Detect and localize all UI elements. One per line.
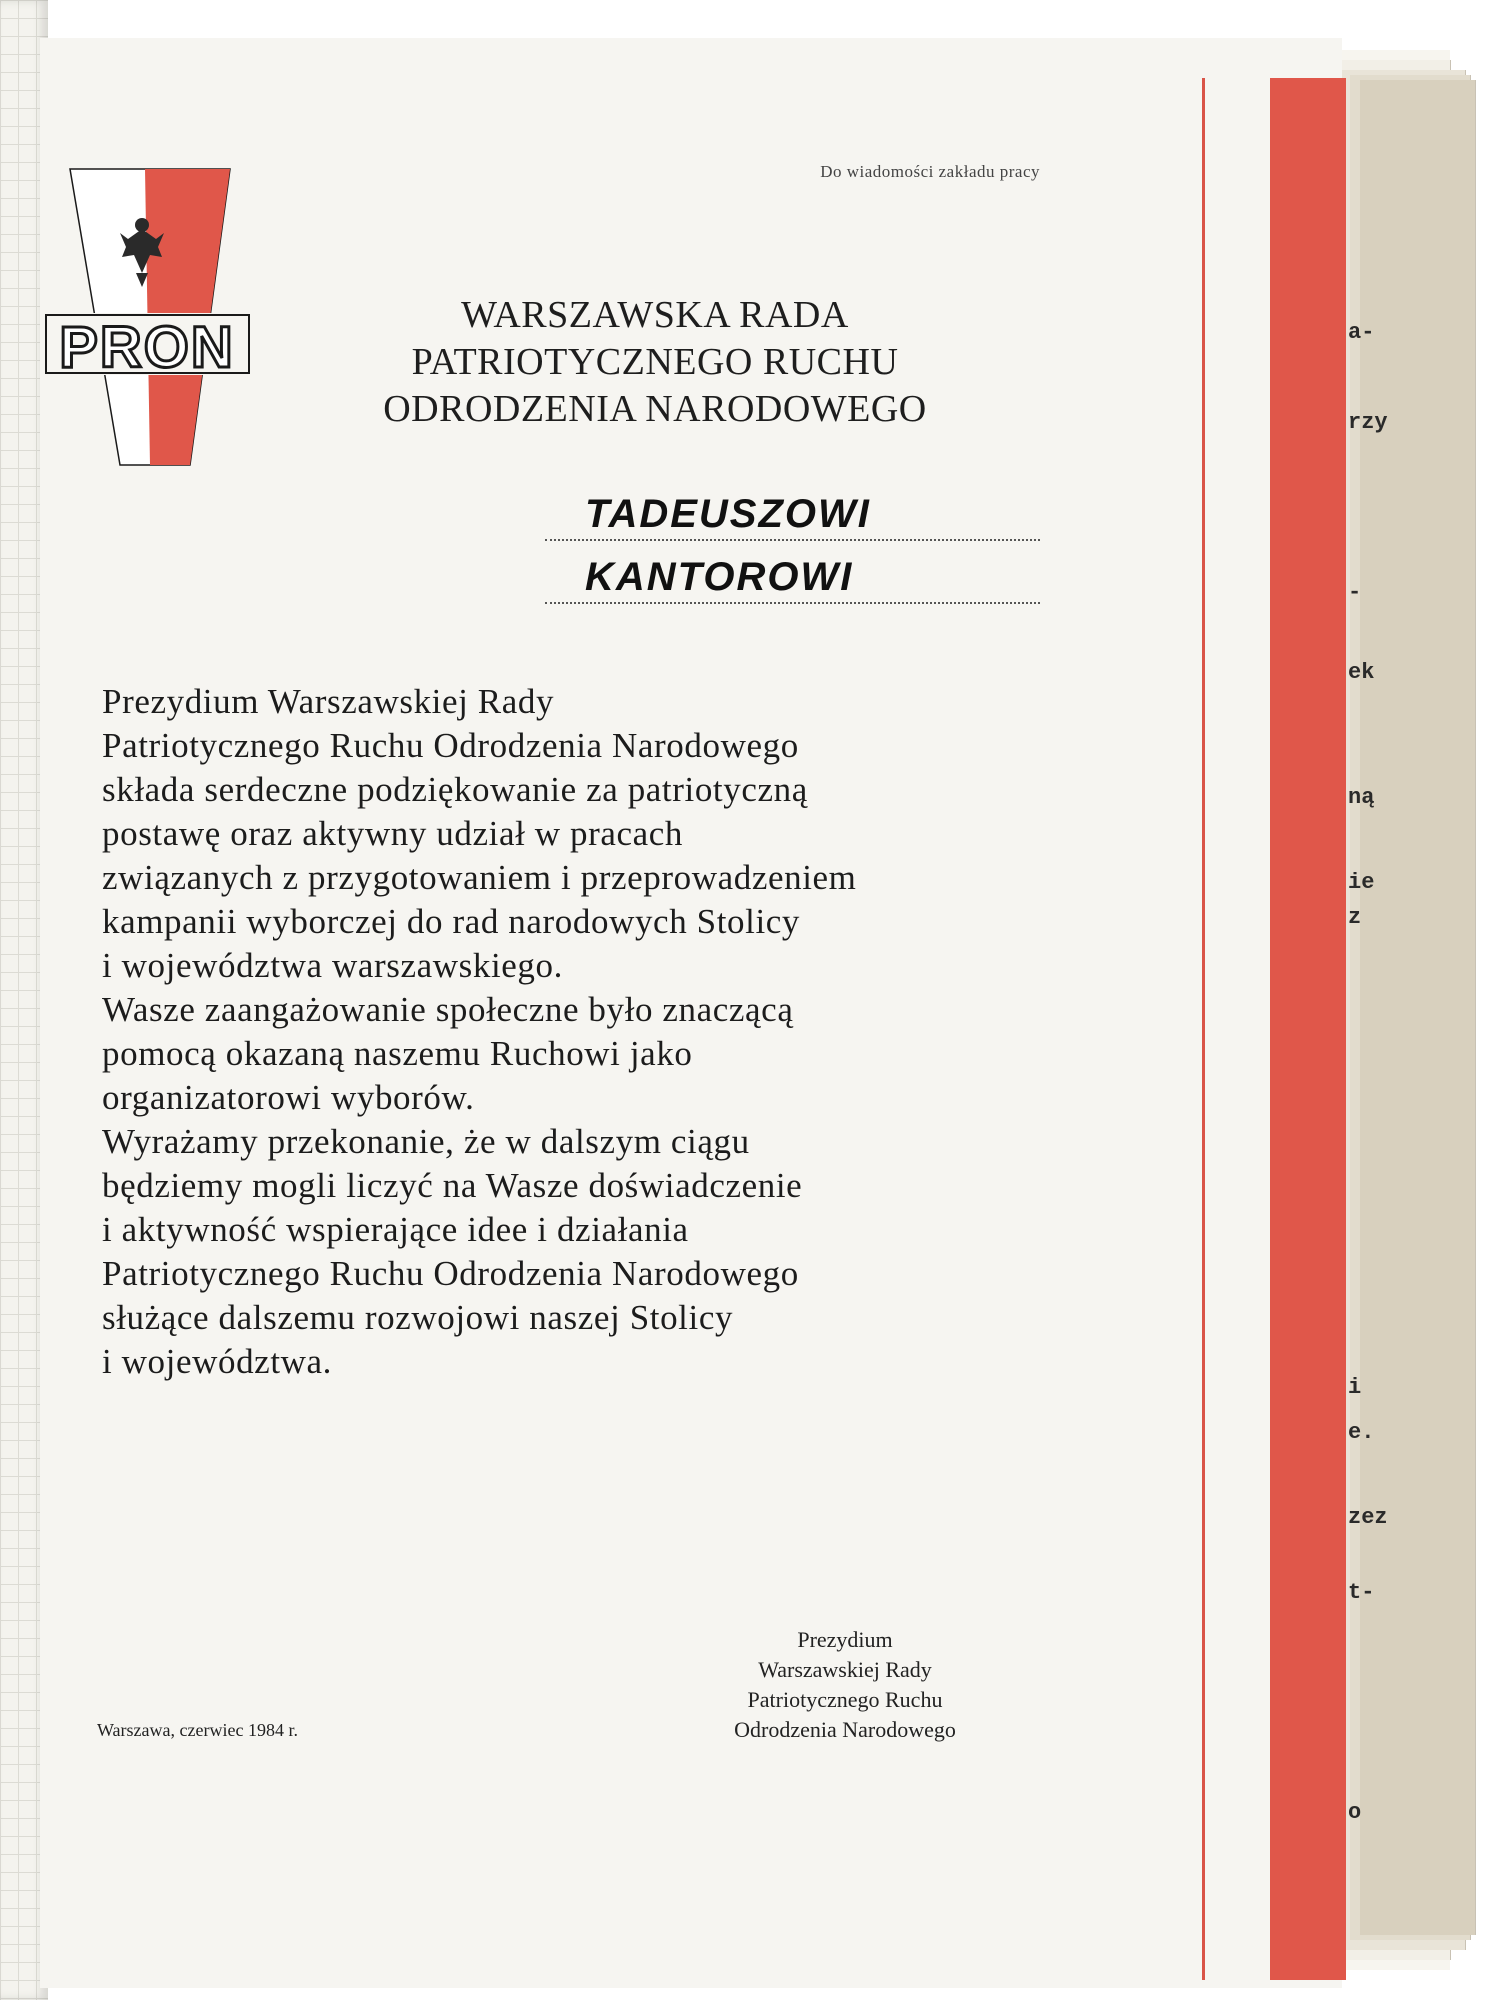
notice-line: Do wiadomości zakładu pracy xyxy=(820,162,1040,181)
signature-block xyxy=(670,1625,1020,1745)
body-line: Wasze zaangażowanie społeczne było znaczącą xyxy=(102,990,794,1029)
page-title xyxy=(280,292,1030,433)
pron-logo xyxy=(40,165,255,470)
underlying-text-fragment: ie xyxy=(1348,870,1375,895)
body-line: składa serdeczne podziękowanie za patriotyczną xyxy=(102,770,808,809)
body-line: Patriotycznego Ruchu Odrodzenia Narodowego xyxy=(102,726,799,765)
signature-line-2: Warszawskiej Rady xyxy=(758,1657,932,1682)
body-line: i województwa. xyxy=(102,1342,333,1381)
recipient-line-1 xyxy=(545,492,1040,541)
body-line: pomocą okazaną naszemu Ruchowi jako xyxy=(102,1034,693,1073)
place-and-date: Warszawa, czerwiec 1984 r. xyxy=(97,1720,298,1740)
logo-text: PRON xyxy=(59,315,235,380)
body-line: organizatorowi wyborów. xyxy=(102,1078,475,1117)
underlying-text-fragment: e. xyxy=(1348,1420,1375,1445)
recipient-first-name: TADEUSZOWI xyxy=(585,492,871,536)
title-line-1: WARSZAWSKA RADA xyxy=(461,294,849,336)
paragraph-1 xyxy=(102,680,1062,988)
signature-line-3: Patriotycznego Ruchu xyxy=(747,1687,943,1712)
underlying-text-fragment: - xyxy=(1348,580,1362,605)
underlying-text-fragment: o xyxy=(1348,1800,1362,1825)
title-line-2: PATRIOTYCZNEGO RUCHU xyxy=(411,341,899,383)
underlying-text-fragment: ną xyxy=(1348,785,1375,810)
body-line: kampanii wyborczej do rad narodowych Stolicy xyxy=(102,902,801,941)
underlying-text-fragment: rzy xyxy=(1348,410,1388,435)
underlying-text-fragment: zez xyxy=(1348,1505,1388,1530)
red-margin-strip xyxy=(1270,78,1346,1980)
underlying-text-fragment: i xyxy=(1348,1375,1362,1400)
dotted-line xyxy=(545,539,1040,541)
body-line: Patriotycznego Ruchu Odrodzenia Narodowego xyxy=(102,1254,799,1293)
letter-body xyxy=(102,680,1062,1384)
underlying-text-fragment: a- xyxy=(1348,320,1375,345)
body-line: służące dalszemu rozwojowi naszej Stolicy xyxy=(102,1298,734,1337)
dotted-line xyxy=(545,602,1040,604)
body-line: i aktywność wspierające idee i działania xyxy=(102,1210,689,1249)
signature-line-4: Odrodzenia Narodowego xyxy=(734,1717,956,1742)
recipient-surname: KANTOROWI xyxy=(585,555,854,599)
underlying-text-fragment: ek xyxy=(1348,660,1375,685)
body-line: i województwa warszawskiego. xyxy=(102,946,563,985)
body-line: postawę oraz aktywny udział w pracach xyxy=(102,814,683,853)
body-line: będziemy mogli liczyć na Wasze doświadczenie xyxy=(102,1166,803,1205)
underlying-text-fragment: z xyxy=(1348,905,1362,930)
paragraph-2 xyxy=(102,988,1062,1120)
paragraph-3 xyxy=(102,1120,1062,1384)
red-margin-rule xyxy=(1202,78,1205,1980)
underlying-text-fragment: t- xyxy=(1348,1580,1375,1605)
signature-line-1: Prezydium xyxy=(797,1627,893,1652)
title-line-3: ODRODZENIA NARODOWEGO xyxy=(383,388,927,430)
body-line: związanych z przygotowaniem i przeprowadzeniem xyxy=(102,858,857,897)
page-stack-edge xyxy=(1360,80,1476,1935)
body-line: Prezydium Warszawskiej Rady xyxy=(102,682,555,721)
body-line: Wyrażamy przekonanie, że w dalszym ciągu xyxy=(102,1122,750,1161)
recipient-line-2 xyxy=(545,555,1040,604)
